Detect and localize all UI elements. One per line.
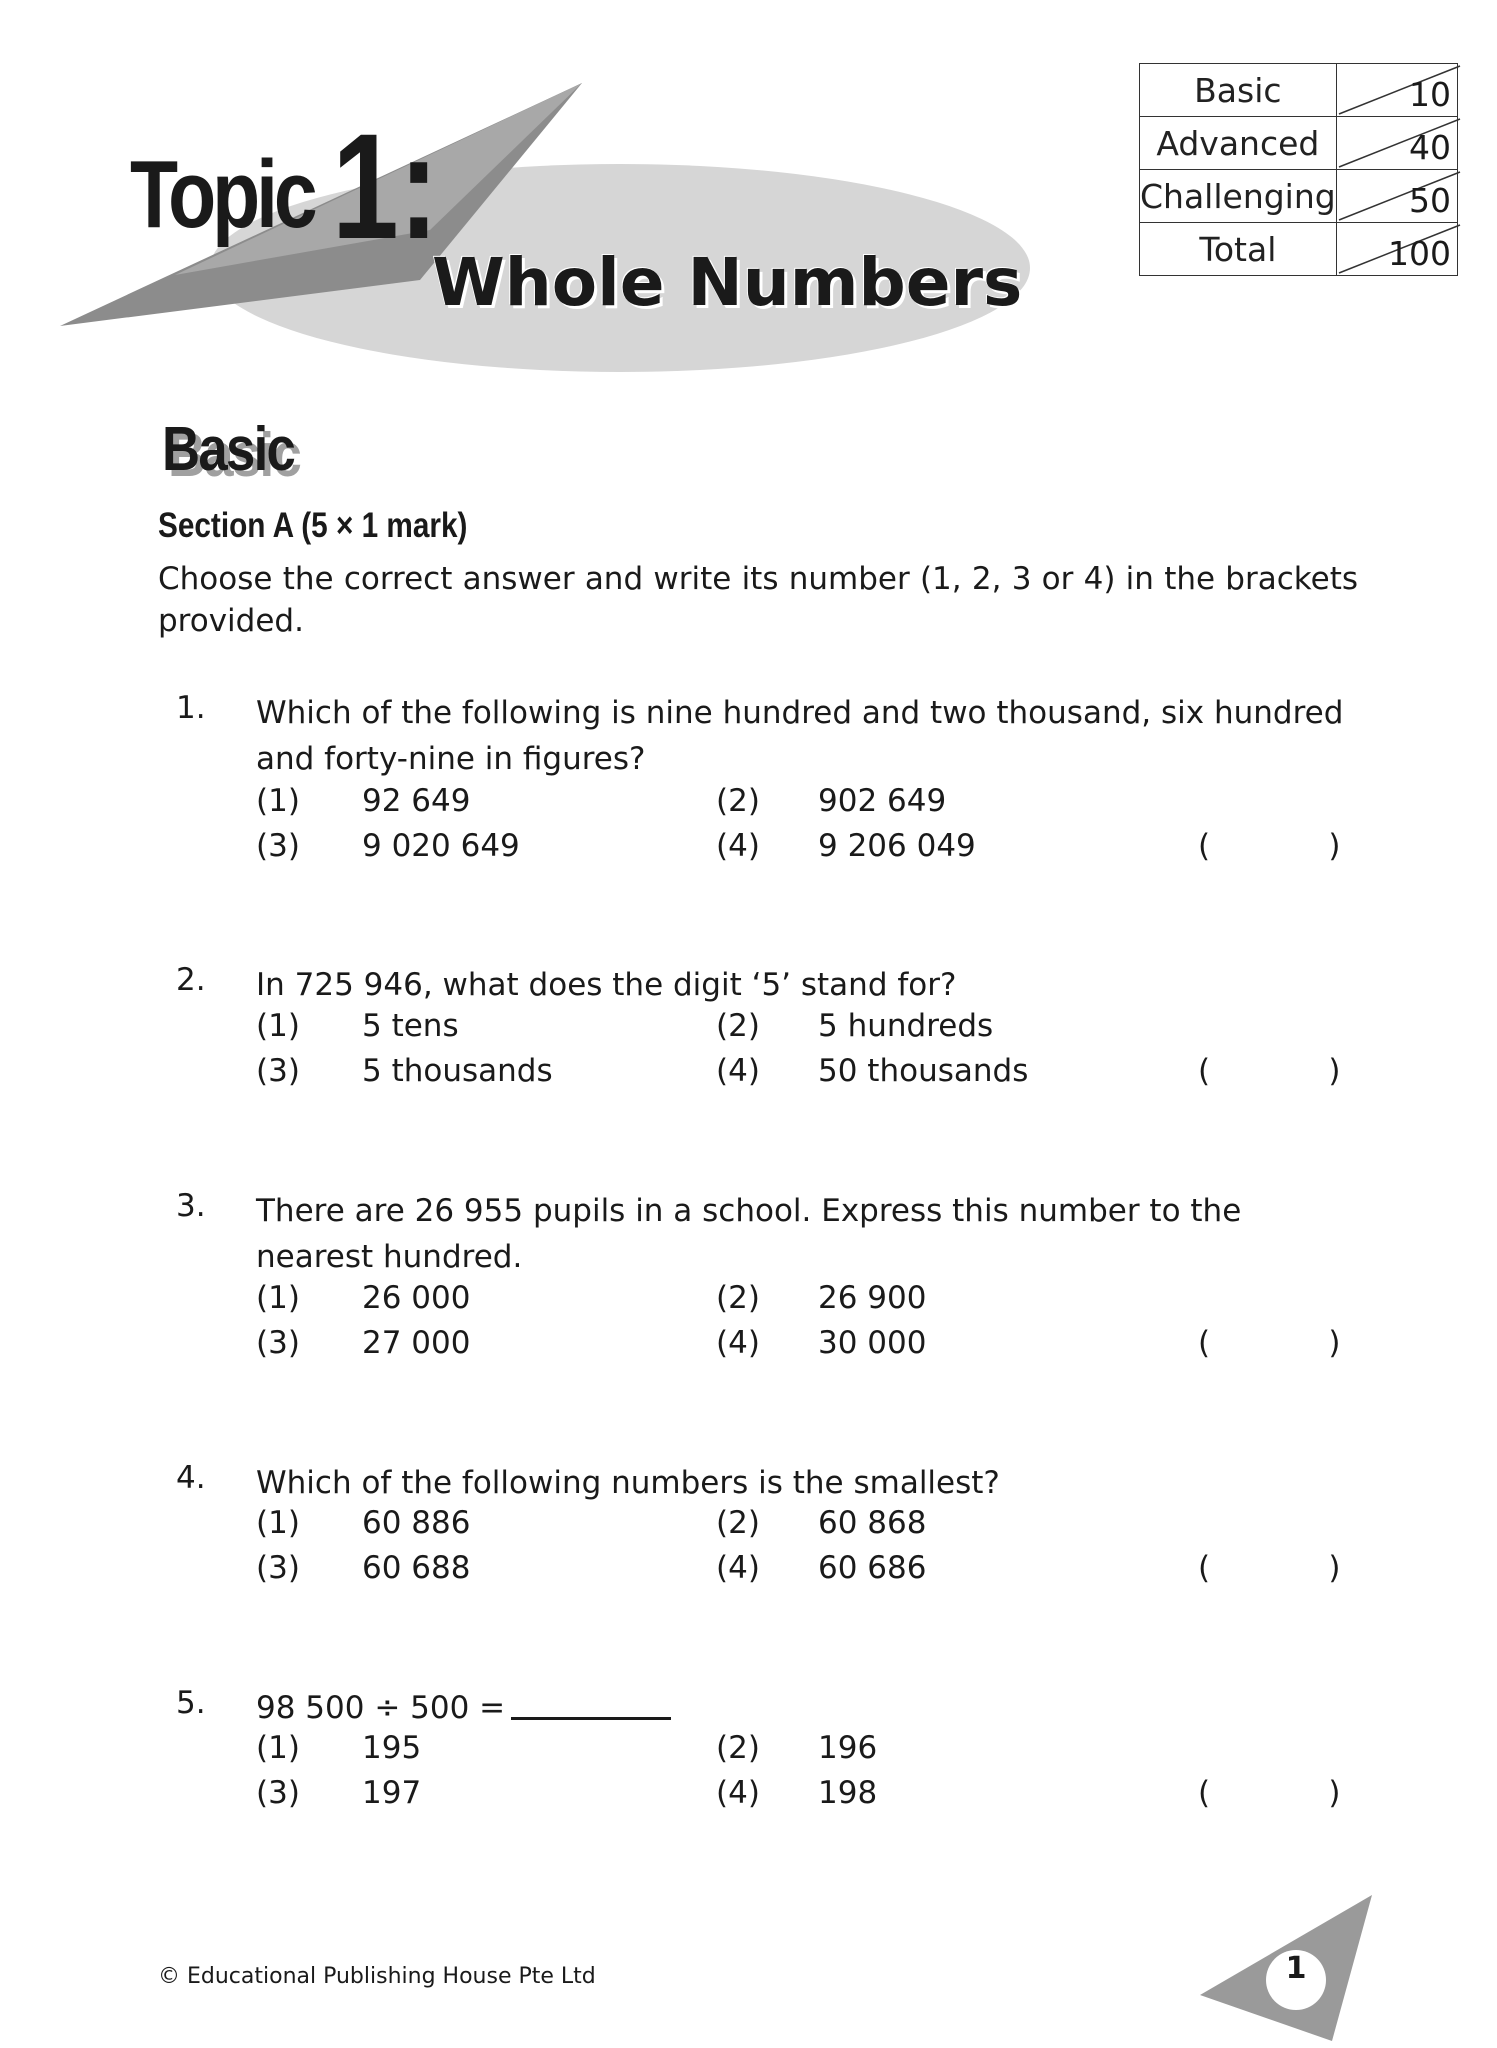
score-max: 40 [1409,128,1451,167]
score-row-advanced [1140,117,1458,170]
question-number: 3. [176,1188,206,1224]
page-number: 1 [1285,1951,1307,1986]
option-label: (1) [256,783,300,819]
answer-bracket[interactable]: ( ) [1198,1775,1341,1811]
score-label: Basic [1140,64,1337,117]
topic-label: Topic [130,141,314,248]
option-label: (2) [716,783,760,819]
option-label: (2) [716,1280,760,1316]
copyright-notice: © Educational Publishing House Pte Ltd [158,1964,596,1989]
option-value: 197 [362,1775,422,1811]
question-text: In 725 946, what does the digit ‘5’ stand for? [256,967,957,1003]
option-label: (4) [716,1775,760,1811]
option-label: (1) [256,1008,300,1044]
option-value: 5 thousands [362,1053,553,1089]
option-label: (3) [256,1550,300,1586]
answer-blank[interactable] [511,1716,671,1720]
topic-number: 1: [332,102,439,270]
option-value: 5 hundreds [818,1008,994,1044]
score-label: Challenging [1140,170,1337,223]
answer-bracket[interactable]: ( ) [1198,1325,1341,1361]
question-text: 98 500 ÷ 500 = [256,1690,506,1726]
option-value: 60 688 [362,1550,471,1586]
option-value: 60 686 [818,1550,927,1586]
option-label: (3) [256,1053,300,1089]
question-text: Which of the following is nine hundred and two thousand, six hundred and forty-nine in figures? [256,695,1344,777]
option-value: 27 000 [362,1325,471,1361]
option-value: 60 868 [818,1505,927,1541]
option-label: (2) [716,1505,760,1541]
option-label: (2) [716,1008,760,1044]
option-label: (1) [256,1730,300,1766]
question-text: Which of the following numbers is the smallest? [256,1465,1000,1501]
option-value: 902 649 [818,783,947,819]
option-value: 30 000 [818,1325,927,1361]
option-label: (4) [716,1325,760,1361]
topic-title: Whole Numbers [432,244,1023,321]
score-table [1139,63,1458,276]
option-value: 198 [818,1775,878,1811]
score-max: 100 [1388,234,1451,273]
score-row-basic [1140,64,1458,117]
score-row-challenging [1140,170,1458,223]
section-title: Section A (5 × 1 mark) [158,506,468,545]
option-value: 9 206 049 [818,828,976,864]
option-value: 196 [818,1730,878,1766]
question-number: 2. [176,962,206,998]
option-label: (1) [256,1280,300,1316]
option-label: (3) [256,828,300,864]
option-value: 26 000 [362,1280,471,1316]
option-value: 9 020 649 [362,828,520,864]
score-label: Advanced [1140,117,1337,170]
option-value: 50 thousands [818,1053,1029,1089]
question-text: There are 26 955 pupils in a school. Express this number to the nearest hundred. [256,1193,1242,1275]
answer-bracket[interactable]: ( ) [1198,1053,1341,1089]
option-value: 60 886 [362,1505,471,1541]
option-label: (4) [716,828,760,864]
score-max: 10 [1409,75,1451,114]
instructions: Choose the correct answer and write its number (1, 2, 3 or 4) in the brackets provided. [158,561,1358,639]
score-row-total [1140,223,1458,276]
question-number: 1. [176,690,206,726]
option-label: (4) [716,1550,760,1586]
option-value: 92 649 [362,783,471,819]
option-label: (3) [256,1775,300,1811]
option-label: (3) [256,1325,300,1361]
option-value: 5 tens [362,1008,459,1044]
section-heading: Basic [162,415,295,484]
option-label: (4) [716,1053,760,1089]
score-label: Total [1140,223,1337,276]
score-max: 50 [1409,181,1451,220]
option-label: (1) [256,1505,300,1541]
answer-bracket[interactable]: ( ) [1198,1550,1341,1586]
question-number: 4. [176,1460,206,1496]
question-number: 5. [176,1685,206,1721]
option-value: 26 900 [818,1280,927,1316]
answer-bracket[interactable]: ( ) [1198,828,1341,864]
option-label: (2) [716,1730,760,1766]
option-value: 195 [362,1730,422,1766]
